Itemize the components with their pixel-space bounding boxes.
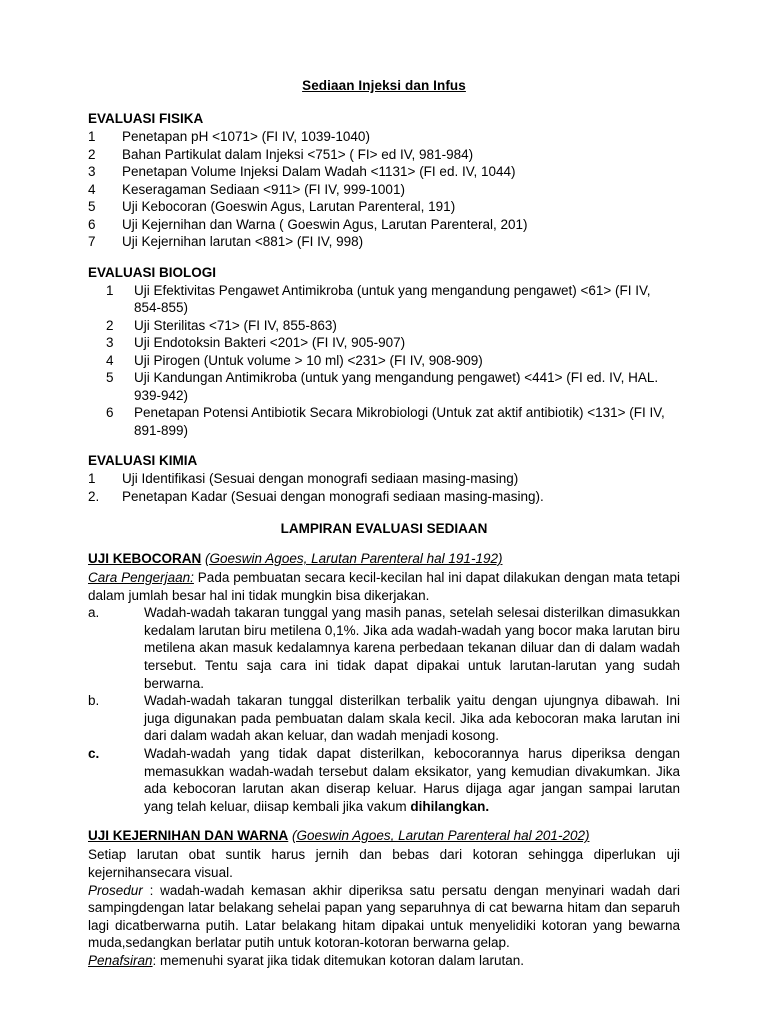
item-letter: c.: [88, 745, 100, 761]
item-text: Uji Kejernihan larutan <881> (FI IV, 998): [122, 234, 364, 249]
penafsiran-text: : memenuhi syarat jika tidak ditemukan kotoran dalam larutan.: [152, 952, 524, 968]
item-text: Penetapan pH <1071> (FI IV, 1039-1040): [122, 129, 370, 144]
kebocoran-item-c: [88, 745, 680, 815]
list-fisika: [88, 128, 680, 251]
item-text: Uji Kebocoran (Goeswin Agus, Larutan Parenteral, 191): [122, 199, 456, 214]
item-text: Uji Endotoksin Bakteri <201> (FI IV, 905-907): [134, 335, 406, 350]
item-text: [144, 745, 680, 815]
item-number: 1: [88, 471, 96, 486]
item-text: Penetapan Kadar (Sesuai dengan monografi sediaan masing-masing).: [122, 488, 544, 504]
item-number: 3: [88, 164, 96, 179]
item-text: Uji Efektivitas Pengawet Antimikroba (untuk yang mengandung pengawet) <61> (FI IV, 854-855): [134, 282, 651, 315]
item-number: 7: [88, 234, 96, 249]
item-number: 2: [88, 146, 96, 162]
item-number: 6: [106, 405, 114, 420]
item-letter: a.: [88, 605, 100, 621]
item-letter: b.: [88, 693, 100, 709]
kebocoran-lead-label: Cara Pengerjaan:: [88, 570, 194, 585]
item-text: Wadah-wadah takaran tunggal disterilkan terbalik yaitu dengan ujungnya dibawah. Ini juga digunakan pada pembuatan dalam skala kecil. Jika ada kebocoran maka larutan ini dari dalam wadah akan keluar, dan wadah menjadi kosong.: [144, 693, 680, 744]
section-heading-biologi: EVALUASI BIOLOGI: [88, 264, 217, 280]
section-heading-fisika: EVALUASI FISIKA: [88, 111, 204, 126]
prosedur-label: Prosedur: [88, 882, 143, 898]
list-item: [88, 404, 680, 439]
item-text: Uji Identifikasi (Sesuai dengan monografi sediaan masing-masing): [122, 471, 519, 486]
item-number: 1: [106, 282, 114, 298]
item-number: 5: [88, 199, 96, 214]
page-title: Sediaan Injeksi dan Infus: [302, 78, 466, 93]
kejernihan-penafsiran: [88, 952, 680, 970]
item-number: 3: [106, 335, 114, 350]
subsection-title-kebocoran: [88, 550, 680, 568]
list-item: [88, 128, 680, 146]
item-text: Uji Pirogen (Untuk volume > 10 ml) <231> (FI IV, 908-909): [134, 352, 483, 368]
item-text: Uji Kandungan Antimikroba (untuk yang mengandung pengawet) <441> (FI ed. IV, HAL. 939-942): [134, 370, 659, 403]
item-text: Uji Kejernihan dan Warna ( Goeswin Agus, Larutan Parenteral, 201): [122, 216, 528, 232]
item-number: 1: [88, 129, 96, 144]
kebocoran-title-bold: UJI KEBOCORAN: [88, 551, 202, 566]
item-number: 2: [106, 317, 114, 333]
item-text: Penetapan Volume Injeksi Dalam Wadah <1131> (FI ed. IV, 1044): [122, 164, 516, 179]
list-item: [88, 146, 680, 164]
list-item: [88, 488, 680, 506]
kebocoran-item-b: [88, 692, 680, 745]
penafsiran-label: Penafsiran: [88, 952, 153, 968]
list-item: [88, 352, 680, 370]
list-item: [88, 369, 680, 404]
kebocoran-title-source: (Goeswin Agoes, Larutan Parenteral hal 191-192): [205, 551, 503, 566]
item-number: 6: [88, 216, 96, 232]
list-item: [88, 216, 680, 234]
list-item: [88, 198, 680, 216]
kejernihan-intro: Setiap larutan obat suntik harus jernih dan bebas dari kotoran sehingga diperlukan uji kejernihansecara visual.: [88, 847, 680, 880]
item-text: Wadah-wadah takaran tunggal yang masih panas, setelah selesai disterilkan dimasukkan kedalam larutan biru metilena 0,1%. Jika ada wadah-wadah yang bocor maka larutan biru metilena akan masuk kedalamnya karena perbedaan tekanan diluar dan di dalam wadah tersebut. Tentu saja cara ini tidak dapat dipakai untuk larutan-larutan yang sudah berwarna.: [144, 605, 680, 691]
item-number: 4: [88, 181, 96, 197]
item-text: Bahan Partikulat dalam Injeksi <751> ( FI> ed IV, 981-984): [122, 146, 474, 162]
lampiran-heading: LAMPIRAN EVALUASI SEDIAAN: [280, 521, 488, 536]
kebocoran-lead-text: Pada pembuatan secara kecil-kecilan hal ini dapat dilakukan dengan mata tetapi dalam jumlah besar hal ini tidak mungkin bisa dikerjakan.: [88, 570, 680, 603]
item-text-emphasis: dihilangkan.: [410, 798, 490, 814]
kebocoran-item-a: [88, 604, 680, 692]
section-heading-kimia: EVALUASI KIMIA: [88, 453, 198, 468]
item-text: Penetapan Potensi Antibiotik Secara Mikrobiologi (Untuk zat aktif antibiotik) <131> (FI IV, 891-899): [134, 405, 665, 438]
item-text: Keseragaman Sediaan <911> (FI IV, 999-1001): [122, 181, 405, 197]
prosedur-text: : wadah-wadah kemasan akhir diperiksa satu persatu dengan menyinari wadah dari sampingdengan latar belakang sehelai papan yang separuhnya di cat bewarna hitam dan separuh lagi dicatberwarna putih. Latar belakang hitam dipakai untuk menyelidiki kotoran yang bewarna muda,sedangkan berlatar putih untuk kotoran-kotoran berwarna gelap.: [88, 882, 680, 951]
item-text: Uji Sterilitas <71> (FI IV, 855-863): [134, 317, 337, 333]
list-item: [88, 181, 680, 199]
kejernihan-title-bold: UJI KEJERNIHAN DAN WARNA: [88, 828, 289, 844]
subsection-title-kejernihan: [88, 827, 680, 845]
list-biologi: [88, 282, 680, 440]
kejernihan-prosedur: [88, 882, 680, 952]
list-item: [88, 334, 680, 352]
item-number: 4: [106, 352, 114, 368]
list-item: [88, 163, 680, 181]
item-number: 2.: [88, 488, 100, 504]
item-number: 5: [106, 370, 114, 385]
item-text-main: Wadah-wadah yang tidak dapat disterilkan, kebocorannya harus diperiksa dengan memasukkan wadah-wadah tersebut dalam eksikator, yang kemudian divakumkan. Jika ada kebocoran larutan akan diserap keluar. Harus dijaga agar jangan sampai larutan yang telah keluar, diisap kembali jika vakum: [144, 745, 680, 814]
kejernihan-title-source: (Goeswin Agoes, Larutan Parenteral hal 201-202): [292, 828, 590, 844]
list-kimia: [88, 470, 680, 505]
kebocoran-lead: [88, 569, 680, 604]
list-item: [88, 233, 680, 251]
list-item: [88, 282, 680, 317]
list-item: [88, 470, 680, 488]
list-item: [88, 317, 680, 335]
